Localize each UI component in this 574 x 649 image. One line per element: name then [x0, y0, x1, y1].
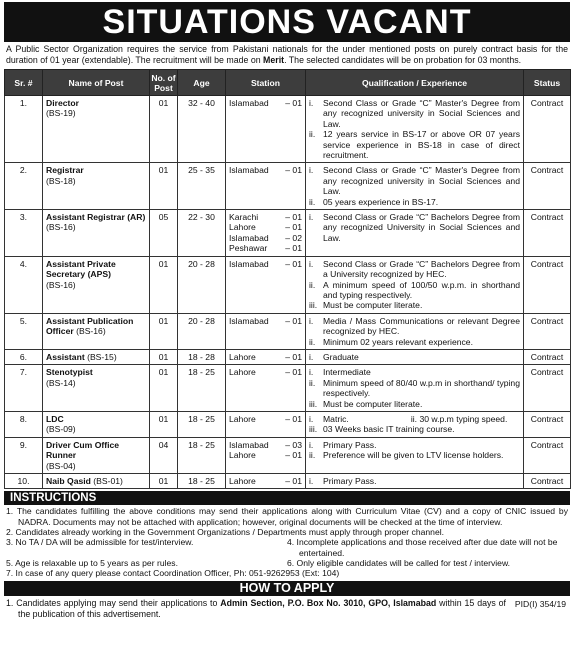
cell-posts: 01: [150, 163, 178, 210]
post-bs: (BS-04): [46, 460, 76, 471]
qualification-item: i. Primary Pass.: [309, 476, 377, 486]
cell-sr: 8.: [5, 411, 43, 437]
qualification-item: ii. 05 years experience in BS-17.: [309, 196, 439, 207]
qualification-item: ii. 12 years service in BS-17 or above OR 07 years service experience in BS-18 in case of direct recruitment.: [309, 129, 523, 161]
cell-qualification: [306, 411, 524, 437]
instruction-item: 7. In case of any query please contact Coordination Officer, Ph: 051-9262953 (Ext: 104): [6, 568, 340, 579]
station-entry: Lahore – 01: [229, 351, 302, 362]
cell-age: 18 - 25: [178, 474, 226, 489]
cell-posts: 01: [150, 256, 178, 313]
station-entry: Islamabad – 01: [229, 98, 302, 108]
cell-posts: 01: [150, 411, 178, 437]
post-bs: (BS-09): [46, 424, 76, 435]
cell-posts: 04: [150, 437, 178, 473]
cell-status: Contract: [524, 411, 571, 437]
cell-qualification: [306, 437, 524, 473]
qualification-item: iii. 03 Weeks basic IT training course.: [309, 424, 455, 435]
cell-station: [226, 256, 306, 313]
table-row: [5, 365, 571, 412]
instruction-row: [6, 558, 568, 568]
instructions-list: [4, 505, 570, 579]
advertisement-page: [0, 2, 574, 649]
station-entry: Lahore – 01: [229, 476, 302, 486]
cell-qualification: [306, 256, 524, 313]
cell-posts: 01: [150, 349, 178, 364]
cell-age: 20 - 28: [178, 256, 226, 313]
post-name: Assistant: [46, 351, 85, 362]
cell-post: [43, 313, 150, 349]
instructions-title: INSTRUCTIONS: [4, 491, 570, 505]
cell-post: [43, 210, 150, 257]
cell-qualification: [306, 365, 524, 412]
cell-qualification: [306, 474, 524, 489]
qualification-item: ii. Minimum 02 years relevant experience.: [309, 336, 473, 347]
cell-status: Contract: [524, 96, 571, 163]
cell-sr: 6.: [5, 349, 43, 364]
cell-age: 18 - 28: [178, 349, 226, 364]
station-entry: Islamabad – 01: [229, 315, 302, 326]
table-header-row: [5, 70, 571, 96]
cell-sr: 1.: [5, 96, 43, 163]
instruction-row: [6, 537, 568, 558]
post-bs: (BS-15): [87, 351, 117, 362]
table-row: [5, 474, 571, 489]
cell-age: 18 - 25: [178, 437, 226, 473]
instruction-item: 2. Candidates already working in the Government Organizations / Departments must apply through proper channel.: [6, 527, 445, 537]
posts-table: [4, 69, 571, 489]
station-entry: Lahore – 01: [229, 222, 302, 233]
table-row: [5, 313, 571, 349]
table-row: [5, 210, 571, 257]
cell-station: [226, 437, 306, 473]
header-status: Status: [524, 70, 571, 96]
apply-text: [6, 598, 506, 619]
table-row: [5, 256, 571, 313]
instruction-item: 1. The candidates fulfilling the above conditions may send their applications along with Curriculum Vitae (CV) and a copy of CNIC issued by NADRA. Documents may not be attached with application; however, original documents will be checked at the time of interview.: [6, 506, 568, 527]
post-name: Director: [46, 98, 79, 108]
cell-status: Contract: [524, 349, 571, 364]
station-entry: Lahore – 01: [229, 450, 302, 461]
cell-post: [43, 349, 150, 364]
post-name: Assistant Publication Officer (BS-16): [46, 315, 134, 337]
post-bs: (BS-16): [76, 326, 106, 337]
cell-posts: 01: [150, 96, 178, 163]
header-qualification: Qualification / Experience: [306, 70, 524, 96]
apply-text-before: 1. Candidates applying may send their applications to: [6, 598, 221, 609]
post-bs: (BS-18): [46, 175, 76, 186]
cell-status: Contract: [524, 313, 571, 349]
qualification-item: iii. Must be computer literate.: [309, 300, 423, 311]
post-name: Registrar: [46, 165, 84, 176]
table-row: [5, 437, 571, 473]
cell-age: 20 - 28: [178, 313, 226, 349]
header-sr: Sr. #: [5, 70, 43, 96]
post-name: LDC: [46, 413, 64, 424]
post-name: Assistant Private Secretary (APS): [46, 258, 116, 280]
cell-qualification: [306, 163, 524, 210]
cell-posts: 01: [150, 474, 178, 489]
qualification-item: i. Media / Mass Communications or relevant Degree recognized by HEC.: [309, 315, 523, 337]
station-entry: Islamabad – 01: [229, 165, 302, 176]
qualification-item: i. Matric. ii. 30 w.p.m typing speed.: [309, 413, 508, 424]
post-bs: (BS-01): [93, 476, 123, 486]
cell-qualification: [306, 313, 524, 349]
cell-station: [226, 411, 306, 437]
intro-merit: Merit: [263, 55, 285, 65]
apply-address: Admin Section, P.O. Box No. 3010, GPO, Islamabad: [220, 598, 437, 609]
cell-status: Contract: [524, 474, 571, 489]
pid-number: PID(I) 354/19: [514, 599, 566, 610]
station-entry: Lahore – 01: [229, 367, 302, 378]
cell-station: [226, 96, 306, 163]
headline: SITUATIONS VACANT: [4, 2, 570, 42]
station-entry: Islamabad – 03: [229, 439, 302, 450]
cell-station: [226, 163, 306, 210]
cell-qualification: [306, 349, 524, 364]
qualification-item: i. Intermediate: [309, 367, 371, 378]
qualification-item: i. Primary Pass.: [309, 439, 377, 450]
cell-sr: 4.: [5, 256, 43, 313]
post-bs: (BS-16): [46, 279, 76, 290]
table-row: [5, 411, 571, 437]
cell-sr: 3.: [5, 210, 43, 257]
cell-age: 22 - 30: [178, 210, 226, 257]
cell-age: 18 - 25: [178, 365, 226, 412]
instruction-item: 3. No TA / DA will be admissible for test/interview.: [6, 537, 194, 548]
apply-text-after: within 15 days of the publication of this advertisement.: [18, 598, 506, 620]
header-age: Age: [178, 70, 226, 96]
header-name-of-post: Name of Post: [43, 70, 150, 96]
cell-posts: 01: [150, 365, 178, 412]
cell-posts: 05: [150, 210, 178, 257]
qualification-item: i. Graduate: [309, 351, 359, 362]
qualification-item: i. Second Class or Grade “C” Master's Degree from any recognized university in Social Sciences and Law.: [309, 165, 523, 197]
instruction-item: 5. Age is relaxable up to 5 years as per rules.: [6, 557, 178, 568]
cell-post: [43, 411, 150, 437]
post-name: Driver Cum Office Runner: [46, 439, 120, 461]
qualification-item: ii. Minimum speed of 80/40 w.p.m in shorthand/ typing respectively.: [309, 377, 523, 399]
station-entry: Peshawar – 01: [229, 243, 302, 254]
cell-post: [43, 474, 150, 489]
post-name: Naib Qasid: [46, 476, 91, 486]
table-row: [5, 349, 571, 364]
cell-status: Contract: [524, 163, 571, 210]
qualification-item: ii. A minimum speed of 100/50 w.p.m. in shorthand and typing respectively.: [309, 279, 523, 300]
cell-post: [43, 256, 150, 313]
intro-text-after: . The selected candidates will be on probation for 03 months.: [284, 55, 522, 65]
station-entry: Islamabad – 02: [229, 232, 302, 243]
cell-qualification: [306, 96, 524, 163]
apply-paragraph: [4, 596, 570, 621]
cell-station: [226, 474, 306, 489]
cell-sr: 10.: [5, 474, 43, 489]
station-entry: Lahore – 01: [229, 413, 302, 424]
cell-post: [43, 365, 150, 412]
cell-sr: 5.: [5, 313, 43, 349]
cell-station: [226, 365, 306, 412]
station-entry: Karachi – 01: [229, 212, 302, 223]
qualification-item: i. Second Class or Grade “C” Master's Degree from any recognized university in Social Sciences and Law.: [309, 98, 523, 129]
cell-posts: 01: [150, 313, 178, 349]
how-to-apply-title: HOW TO APPLY: [4, 581, 570, 596]
cell-sr: 2.: [5, 163, 43, 210]
cell-qualification: [306, 210, 524, 257]
cell-sr: 9.: [5, 437, 43, 473]
instruction-item: 4. Incomplete applications and those received after due date will not be entertained.: [287, 537, 558, 558]
cell-status: Contract: [524, 256, 571, 313]
post-bs: (BS-16): [46, 222, 76, 233]
cell-post: [43, 96, 150, 163]
post-bs: (BS-14): [46, 377, 76, 388]
header-station: Station: [226, 70, 306, 96]
cell-station: [226, 210, 306, 257]
qualification-item: iii. Must be computer literate.: [309, 398, 423, 409]
table-body: [5, 96, 571, 489]
instruction-item: 6. Only eligible candidates will be called for test / interview.: [287, 557, 511, 568]
header-no-of-post: No. of Post: [150, 70, 178, 96]
qualification-item: ii. Preference will be given to LTV license holders.: [309, 450, 504, 461]
cell-sr: 7.: [5, 365, 43, 412]
cell-age: 32 - 40: [178, 96, 226, 163]
qualification-item: i. Second Class or Grade “C” Bachelors Degree from a University recognized by HEC.: [309, 258, 523, 280]
cell-status: Contract: [524, 210, 571, 257]
cell-station: [226, 349, 306, 364]
cell-station: [226, 313, 306, 349]
cell-age: 25 - 35: [178, 163, 226, 210]
post-bs: (BS-19): [46, 108, 76, 119]
post-name: Stenotypist: [46, 367, 93, 378]
cell-status: Contract: [524, 365, 571, 412]
cell-post: [43, 163, 150, 210]
table-row: [5, 163, 571, 210]
cell-post: [43, 437, 150, 473]
cell-status: Contract: [524, 437, 571, 473]
table-row: [5, 96, 571, 163]
cell-age: 18 - 25: [178, 411, 226, 437]
post-name: Assistant Registrar (AR): [46, 212, 146, 223]
intro-text-before: A Public Sector Organization requires the service from Pakistani nationals for the under mentioned posts on purely contract basis for the duration of 01 year (extendable). The recruitment will be made on: [6, 44, 568, 65]
qualification-item: i. Second Class or Grade “C” Bachelors Degree from any recognized University in Social Sciences and Law.: [309, 212, 523, 243]
station-entry: Islamabad – 01: [229, 258, 302, 269]
intro-paragraph: [4, 44, 570, 66]
